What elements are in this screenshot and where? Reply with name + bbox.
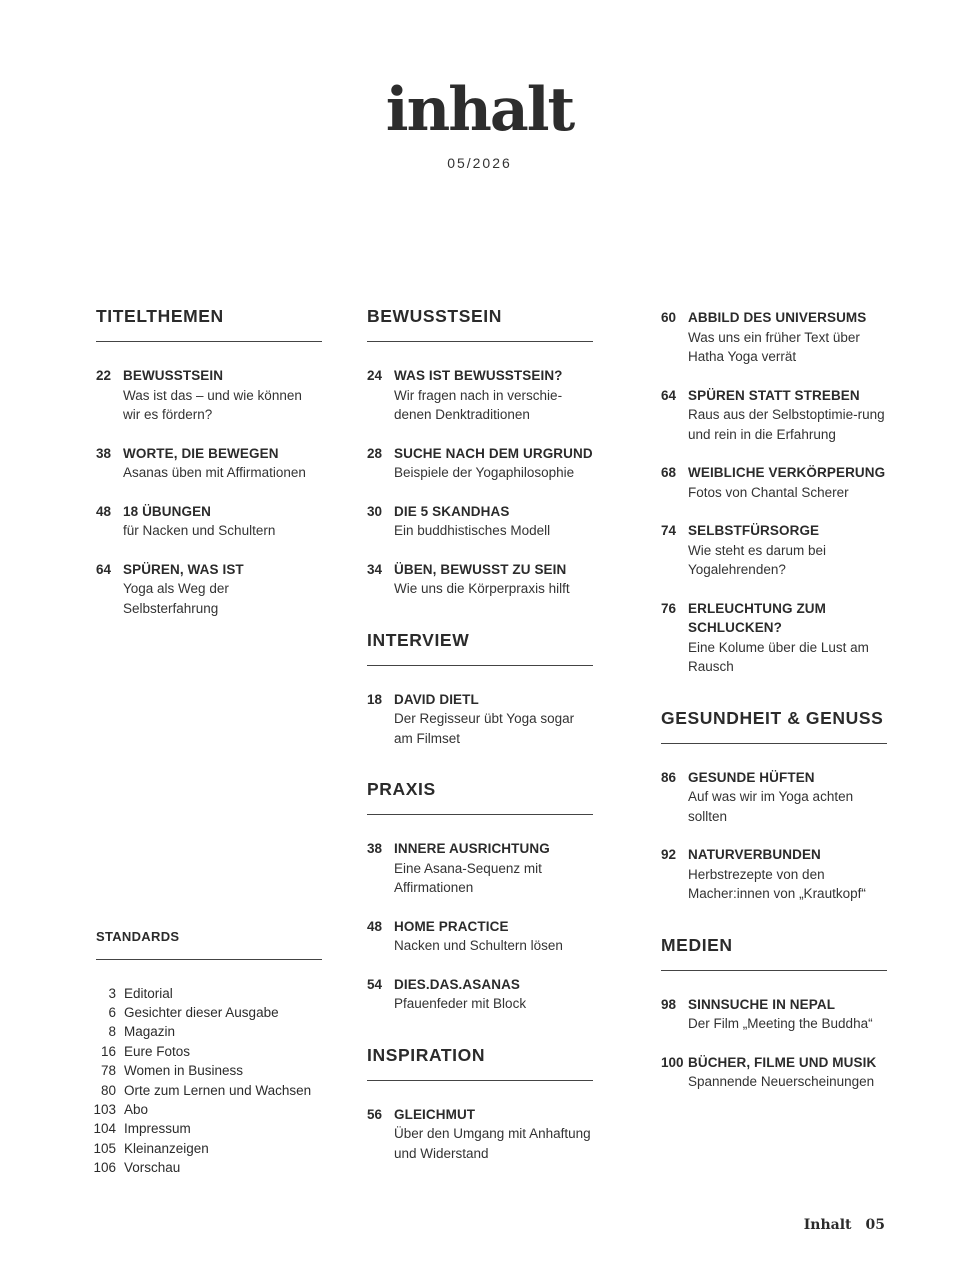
- toc-entry[interactable]: [367, 839, 593, 898]
- toc-page-number: 60: [661, 310, 677, 325]
- standards-label: Abo: [124, 1102, 149, 1118]
- toc-entry-description: Beispiele der Yogaphilosophie: [394, 465, 575, 480]
- toc-page-number: 74: [661, 523, 677, 538]
- toc-entry-title: ABBILD DES UNIVERSUMS: [688, 310, 867, 325]
- toc-page-number: 76: [661, 600, 677, 616]
- toc-entry-description: Nacken und Schultern lösen: [394, 938, 563, 953]
- toc-entry[interactable]: [661, 599, 887, 677]
- toc-entry[interactable]: [367, 917, 593, 956]
- toc-entry-title: WAS IST BEWUSSTSEIN?: [394, 368, 563, 383]
- toc-entry[interactable]: [96, 502, 322, 541]
- section-heading-gesundheit-genuss: GESUNDHEIT & GENUSS: [661, 708, 887, 744]
- toc-entry-title: BEWUSSTSEIN: [123, 368, 224, 383]
- toc-entry-title: GESUNDE HÜFTEN: [688, 769, 815, 785]
- standards-section: [93, 929, 322, 1178]
- toc-entry-title: DIES.DAS.ASANAS: [394, 976, 521, 992]
- list-item[interactable]: [92, 1158, 332, 1177]
- toc-entry[interactable]: [367, 690, 593, 749]
- toc-entry-description: Wie steht es darum bei Yogalehrenden?: [688, 542, 827, 577]
- standards-label: Vorschau: [124, 1160, 181, 1176]
- toc-entry-title: ÜBEN, BEWUSST ZU SEIN: [394, 561, 567, 577]
- list-item[interactable]: [92, 1003, 332, 1022]
- toc-page-number: 48: [367, 918, 383, 934]
- toc-entry-title: NATURVERBUNDEN: [688, 847, 821, 862]
- toc-entry[interactable]: [367, 444, 593, 483]
- section-heading-interview: INTERVIEW: [367, 630, 593, 666]
- toc-page-number: 64: [661, 387, 677, 403]
- list-item[interactable]: [92, 1100, 332, 1119]
- standards-page-number: 16: [100, 1043, 116, 1059]
- standards-page-number: 104: [93, 1121, 116, 1137]
- toc-entry-description: Auf was wir im Yoga achten sollten: [688, 789, 854, 824]
- standards-page-number: 105: [93, 1140, 116, 1156]
- toc-entry-description: Über den Umgang mit Anhaftung und Widerstand: [394, 1126, 591, 1161]
- standards-page-number: 8: [108, 1024, 116, 1040]
- column-2: [367, 306, 593, 1182]
- standards-page-number: 6: [108, 1005, 116, 1020]
- toc-page-number: 22: [96, 368, 112, 383]
- toc-page-number: 38: [367, 841, 383, 856]
- toc-entry-title: SUCHE NACH DEM URGRUND: [394, 445, 593, 461]
- toc-entry[interactable]: [367, 560, 593, 599]
- standards-label: Kleinanzeigen: [124, 1140, 209, 1156]
- toc-entry-description: Raus aus der Selbstoptimie-rung und rein in die Erfahrung: [688, 407, 885, 442]
- standards-label: Eure Fotos: [124, 1043, 191, 1059]
- toc-page-number: 56: [367, 1106, 383, 1122]
- toc-page-number: 28: [367, 445, 383, 461]
- toc-page-number: 100: [661, 1054, 684, 1070]
- page-footer: [804, 1217, 885, 1233]
- toc-entry-title: GLEICHMUT: [394, 1106, 476, 1122]
- toc-entry-title: DAVID DIETL: [394, 691, 479, 707]
- toc-entry-description: Wie uns die Körperpraxis hilft: [394, 581, 570, 596]
- standards-list: [92, 984, 332, 1178]
- toc-entry-description: Eine Asana-Sequenz mit Affirmationen: [394, 860, 542, 895]
- toc-entry[interactable]: [661, 995, 887, 1034]
- toc-entry-title: INNERE AUSRICHTUNG: [394, 841, 550, 856]
- toc-entry-title: HOME PRACTICE: [394, 918, 509, 934]
- toc-page-number: 92: [661, 847, 677, 862]
- toc-page-number: 54: [367, 976, 383, 992]
- footer-label: Inhalt: [803, 1217, 852, 1233]
- toc-entry-description: Fotos von Chantal Scherer: [688, 484, 849, 500]
- toc-entry-title: WEIBLICHE VERKÖRPERUNG: [688, 465, 886, 480]
- toc-entry[interactable]: [661, 768, 887, 827]
- toc-entry-description: Pfauenfeder mit Block: [394, 996, 527, 1011]
- toc-page-number: 18: [367, 691, 383, 707]
- toc-page-number: 64: [96, 561, 112, 577]
- toc-entry-description: Was uns ein früher Text über Hatha Yoga verrät: [688, 329, 860, 364]
- section-heading-bewusstsein: BEWUSSTSEIN: [367, 306, 593, 342]
- list-item[interactable]: [92, 1061, 332, 1080]
- toc-entry[interactable]: [367, 1105, 593, 1164]
- toc-entry-title: 18 ÜBUNGEN: [123, 503, 212, 519]
- section-heading-medien: MEDIEN: [661, 935, 887, 971]
- toc-page-number: 86: [661, 769, 677, 785]
- toc-entry[interactable]: [661, 1053, 887, 1092]
- toc-entry[interactable]: [661, 308, 887, 367]
- list-item[interactable]: [92, 1022, 332, 1041]
- standards-page-number: 78: [100, 1063, 116, 1079]
- toc-page-number: 48: [96, 503, 112, 519]
- toc-entry-description: für Nacken und Schultern: [123, 523, 276, 538]
- toc-entry-title: DIE 5 SKANDHAS: [394, 503, 510, 519]
- toc-entry-description: Herbstrezepte von den Macher:innen von „Krautkopf“: [688, 866, 866, 901]
- toc-page-number: 34: [367, 561, 383, 577]
- list-item[interactable]: [92, 984, 332, 1003]
- standards-page-number: 80: [100, 1082, 116, 1098]
- issue-date: 05/2026: [447, 155, 512, 171]
- toc-page-number: 68: [661, 465, 677, 480]
- list-item[interactable]: [92, 1042, 332, 1061]
- standards-page-number: 103: [93, 1102, 116, 1118]
- toc-entry[interactable]: [661, 386, 887, 445]
- list-item[interactable]: [92, 1119, 332, 1138]
- column-1: [96, 306, 322, 637]
- list-item[interactable]: [92, 1139, 332, 1158]
- standards-label: Women in Business: [124, 1063, 244, 1079]
- toc-entry[interactable]: [367, 502, 593, 541]
- toc-entry-title: SPÜREN, WAS IST: [123, 561, 244, 577]
- toc-entry[interactable]: [661, 845, 887, 904]
- standards-page-number: 106: [93, 1160, 116, 1176]
- section-heading-titelthemen: TITELTHEMEN: [96, 306, 322, 342]
- page-title: inhalt: [385, 75, 574, 145]
- toc-entry-description: Ein buddhistisches Modell: [394, 523, 551, 538]
- toc-entry[interactable]: [661, 521, 887, 580]
- toc-entry-description: Der Film „Meeting the Buddha“: [688, 1016, 873, 1031]
- footer-page-number: 05: [865, 1217, 885, 1233]
- toc-entry-description: Yoga als Weg der Selbsterfahrung: [123, 581, 229, 616]
- toc-page-number: 30: [367, 503, 383, 519]
- column-3: [661, 308, 887, 1111]
- section-heading-praxis: PRAXIS: [367, 779, 593, 815]
- section-heading-inspiration: INSPIRATION: [367, 1045, 593, 1081]
- toc-entry[interactable]: [96, 366, 322, 425]
- toc-page-number: 38: [96, 445, 112, 461]
- standards-label: Editorial: [124, 985, 173, 1001]
- toc-entry-title: SELBSTFÜRSORGE: [688, 523, 820, 538]
- standards-page-number: 3: [108, 985, 116, 1001]
- section-heading-standards: STANDARDS: [96, 929, 322, 960]
- toc-entry[interactable]: [96, 444, 322, 483]
- toc-entry-title: ERLEUCHTUNG ZUM SCHLUCKEN?: [688, 600, 826, 635]
- standards-label: Gesichter dieser Ausgabe: [124, 1005, 279, 1020]
- toc-entry[interactable]: [661, 463, 887, 502]
- toc-entry[interactable]: [96, 560, 322, 619]
- list-item[interactable]: [92, 1081, 332, 1100]
- toc-entry-title: BÜCHER, FILME UND MUSIK: [688, 1054, 877, 1070]
- toc-entry-description: Spannende Neuerscheinungen: [688, 1074, 875, 1089]
- toc-entry-title: SPÜREN STATT STREBEN: [688, 387, 860, 403]
- toc-entry-title: SINNSUCHE IN NEPAL: [688, 996, 836, 1012]
- toc-entry[interactable]: [367, 366, 593, 425]
- toc-entry-description: Eine Kolume über die Lust am Rausch: [688, 639, 869, 674]
- toc-entry-description: Wir fragen nach in verschie-denen Denktraditionen: [394, 387, 563, 422]
- toc-entry-description: Asanas üben mit Affirmationen: [123, 465, 306, 480]
- standards-label: Magazin: [124, 1024, 176, 1040]
- toc-entry-description: Was ist das – und wie können wir es fördern?: [123, 387, 302, 422]
- toc-page-number: 98: [661, 996, 677, 1012]
- toc-entry-title: WORTE, DIE BEWEGEN: [123, 445, 279, 461]
- standards-label: Impressum: [124, 1121, 191, 1137]
- toc-entry-description: Der Regisseur übt Yoga sogar am Filmset: [394, 711, 575, 746]
- toc-page-number: 24: [367, 368, 383, 383]
- toc-entry[interactable]: [367, 975, 593, 1014]
- standards-label: Orte zum Lernen und Wachsen: [124, 1082, 312, 1098]
